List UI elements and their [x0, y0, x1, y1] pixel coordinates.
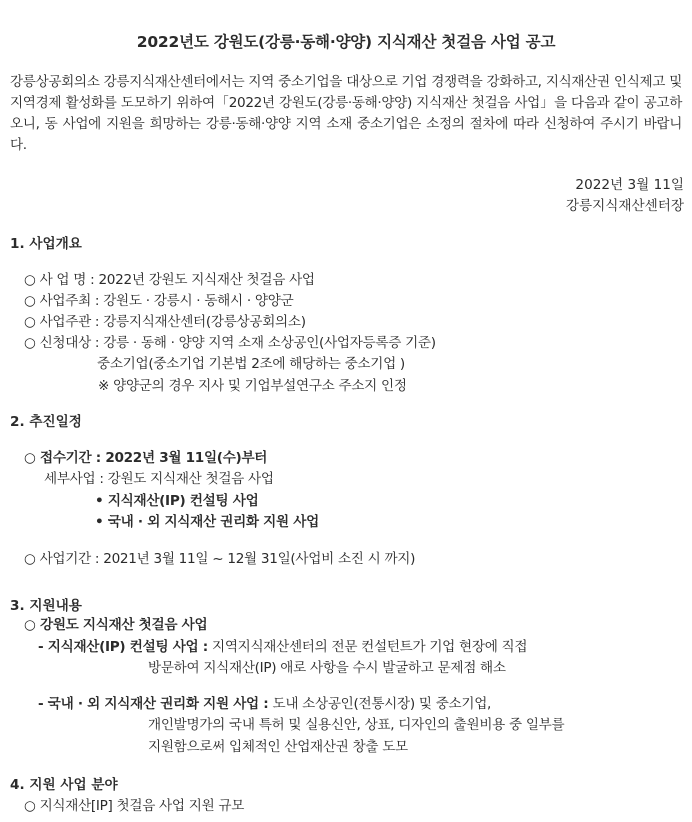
support-subheading: ○ 강원도 지식재산 첫걸음 사업: [24, 617, 208, 633]
announcement-date: 2022년 3월 11일: [575, 177, 684, 193]
ip-consulting-text-2: 방문하여 지식재산(IP) 애로 사항을 수시 발굴하고 문제점 해소: [148, 660, 506, 676]
organizer-line: ○ 사업주관 : 강릉지식재산센터(강릉상공회의소): [24, 314, 306, 330]
ip-consulting-text: 지역지식재산센터의 전문 컨설턴트가 기업 현장에 직접: [211, 639, 528, 655]
rights-support-text-3: 지원함으로써 입체적인 산업재산권 창출 도모: [148, 739, 408, 755]
sub-project-item-ip-consulting: • 지식재산(IP) 컨설팅 사업: [95, 493, 259, 509]
intro-paragraph: 강릉상공회의소 강릉지식재산센터에서는 지역 중소기업을 대상으로 기업 경쟁력을 강화하고, 지식재산권 인식제고 및 지역경제 활성화를 도모하기 위하여「2022년 강원도(강릉·동해·양양) 지식재산 첫걸음 사업」을 다음과 같이 공고하오니, 동 사업에 지원을 희망하는 강릉·동해·양양 지역 소재 중소기업은 소정의 절차에 따라 신청하여 주시기 바랍니다.: [10, 74, 682, 153]
support-scale-line: ○ 지식재산[IP] 첫걸음 사업 지원 규모: [24, 798, 245, 814]
sub-project-line: 세부사업 : 강원도 지식재산 첫걸음 사업: [44, 471, 274, 487]
project-name-line: ○ 사 업 명 : 2022년 강원도 지식재산 첫걸음 사업: [24, 272, 315, 288]
ip-consulting-label: - 지식재산(IP) 컨설팅 사업 :: [38, 639, 208, 655]
ip-consulting-line: [38, 635, 527, 655]
section-3-heading: 3. 지원내용: [10, 598, 82, 614]
issuer-name: 강릉지식재산센터장: [565, 198, 684, 214]
section-2-heading: 2. 추진일정: [10, 414, 82, 430]
application-period: ○ 접수기간 : 2022년 3월 11일(수)부터: [24, 450, 268, 466]
business-period: ○ 사업기간 : 2021년 3월 11일 ~ 12월 31일(사업비 소진 시 까지): [24, 551, 416, 567]
section-4-heading: 4. 지원 사업 분야: [10, 777, 118, 793]
section-1-heading: 1. 사업개요: [10, 236, 82, 252]
target-note: ※ 양양군의 경우 지사 및 기업부설연구소 주소지 인정: [98, 378, 407, 394]
page-title: 2022년도 강원도(강릉·동해·양양) 지식재산 첫걸음 사업 공고: [136, 33, 556, 51]
rights-support-text: 도내 소상공인(전통시장) 및 중소기업,: [272, 696, 492, 712]
sub-project-item-rights: • 국내 · 외 지식재산 권리화 지원 사업: [95, 514, 319, 530]
rights-support-label: - 국내 · 외 지식재산 권리화 지원 사업 :: [38, 696, 269, 712]
target-line: ○ 신청대상 : 강릉 · 동해 · 양양 지역 소재 소상공인(사업자등록증 기준): [24, 335, 436, 351]
host-line: ○ 사업주최 : 강원도 · 강릉시 · 동해시 · 양양군: [24, 293, 294, 309]
target-line-2: 중소기업(중소기업 기본법 2조에 해당하는 중소기업 ): [97, 356, 405, 372]
rights-support-text-2: 개인발명가의 국내 특허 및 실용신안, 상표, 디자인의 출원비용 중 일부를: [148, 717, 565, 733]
rights-support-line: [38, 692, 491, 712]
